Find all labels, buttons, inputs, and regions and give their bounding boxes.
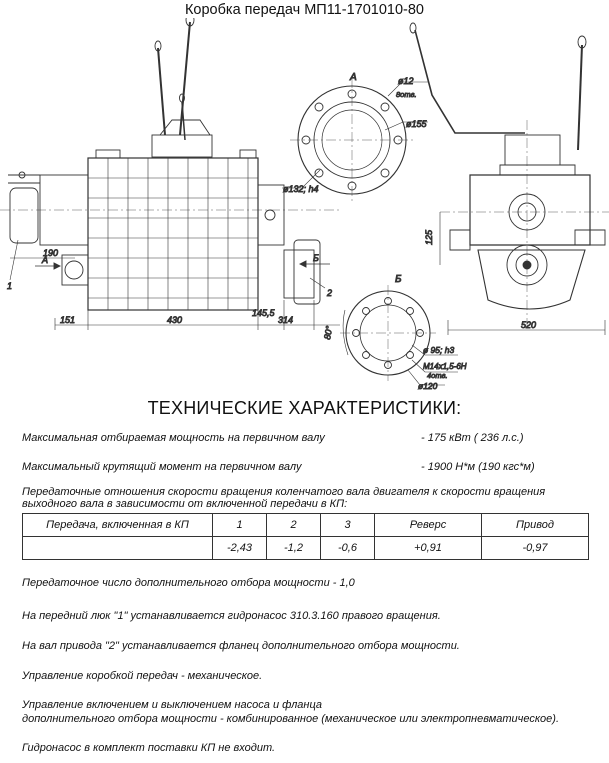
table-header-cell: 3 [321,514,375,537]
view-a-label: А [350,72,357,83]
callout-2: 2 [327,288,333,298]
dim-151: 151 [60,315,76,325]
front-view [0,18,340,330]
view-a-bolt-circle: ø155 [406,119,427,129]
table-header-cell: 2 [267,514,321,537]
table-header-cell: Привод [482,514,589,537]
gear-ratio-table [22,513,589,560]
note-drive-shaft: На вал привода "2" устанавливается фланец дополнительного отбора мощности. [22,640,460,652]
torque-value: - 1900 Н*м (190 кгс*м) [421,461,535,473]
arrow-b-label: Б [313,253,319,263]
table-cell: -1,2 [267,537,321,560]
table-cell: +0,91 [375,537,482,560]
specs-heading: ТЕХНИЧЕСКИЕ ХАРАКТЕРИСТИКИ: [147,398,462,418]
view-b-label: Б [395,274,402,285]
dim-125: 125 [424,229,434,245]
gearbox-technical-drawing [0,18,609,390]
callout-1: 1 [7,281,13,291]
table-row [23,537,589,560]
dim-145-5: 145,5 [252,308,275,318]
note-front-hatch: На передний люк "1" устанавливается гидронасос 310.3.160 правого вращения. [22,610,441,622]
note-control-type: Управление коробкой передач - механическое. [22,670,263,682]
dim-314: 314 [278,315,294,325]
dim-80-degrees: 80° [322,325,335,341]
table-header-cell: Реверс [375,514,482,537]
table-cell [23,537,213,560]
arrow-a-label: А [42,255,49,265]
table-cell: -0,6 [321,537,375,560]
table-header-row [23,514,589,537]
view-b-bolt-circle: ø120 [418,381,438,390]
power-value: - 175 кВт ( 236 л.с.) [421,432,524,444]
view-b-thread: M14x1,5-6H [423,362,467,371]
power-label: Максимальная отбираемая мощность на первичном валу [22,432,325,444]
side-view [410,23,609,335]
dim-520: 520 [521,320,537,330]
dim-430: 430 [167,315,183,325]
view-b-bore: ø 95; h3 [423,345,455,355]
note-pump-not-included: Гидронасос в комплект поставки КП не входит. [22,742,276,754]
view-a-hole-count: 8отв. [396,90,417,99]
table-cell: -2,43 [213,537,267,560]
view-a-bore: ø132; h4 [283,184,319,194]
table-header-cell: Передача, включенная в КП [23,514,213,537]
view-b-thread-count: 4отв. [427,371,448,380]
ratio-intro-line-1: Передаточные отношения скорости вращения коленчатого вала двигателя к скорости вращения [22,486,546,498]
note-pump-control-1: Управление включением и выключением насоса и фланца [22,699,322,711]
ratio-intro-line-2: выходного вала в зависимости от включенной передачи в КП: [22,498,348,510]
view-a-hole: ø12 [398,76,414,86]
note-pump-control-2: дополнительного отбора мощности - комбинированное (механическое или электропневматическое). [22,713,560,725]
torque-label: Максимальный крутящий момент на первичном валу [22,461,302,473]
note-pto-ratio: Передаточное число дополнительного отбора мощности - 1,0 [22,577,355,589]
table-cell: -0,97 [482,537,589,560]
page-title: Коробка передач МП11-1701010-80 [184,2,424,18]
dim-190: 190 [43,248,59,258]
table-header-cell: 1 [213,514,267,537]
